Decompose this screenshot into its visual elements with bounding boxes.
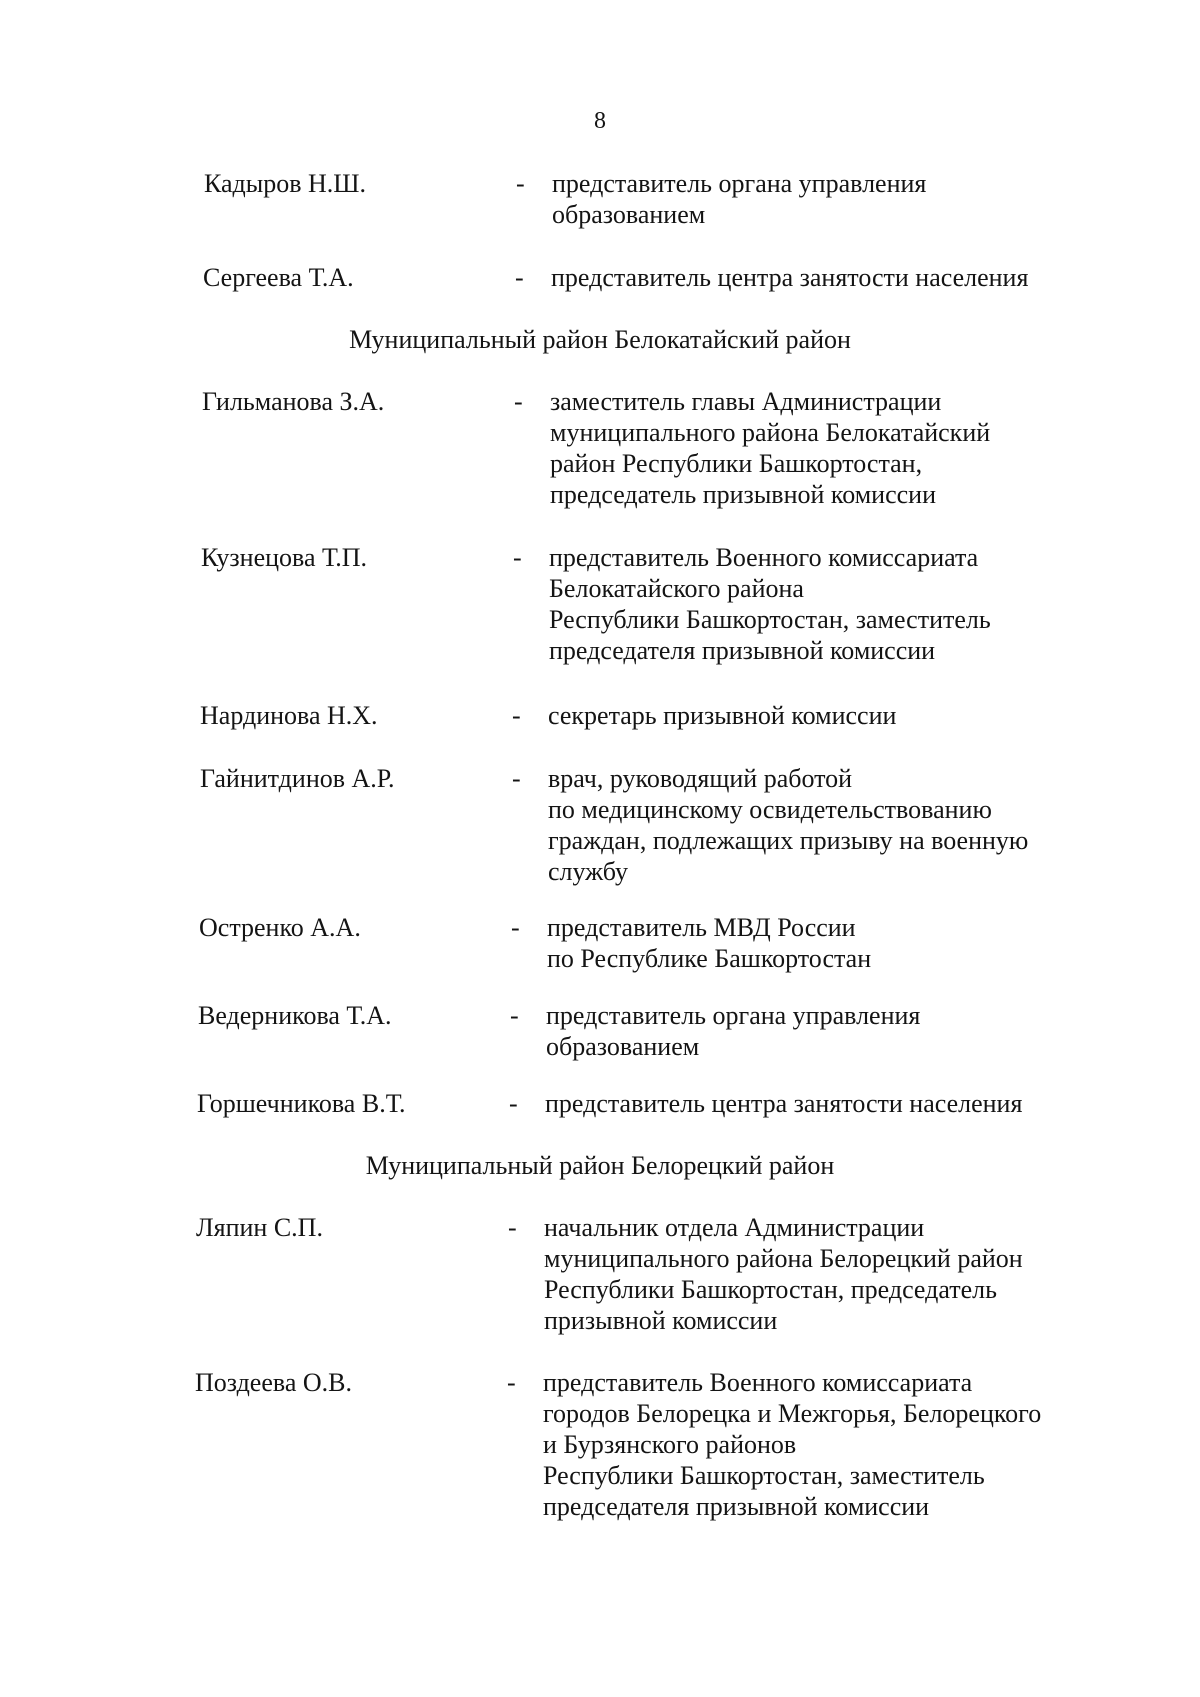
member-role bbox=[545, 1088, 1045, 1119]
role-line: секретарь призывной комиссии bbox=[548, 701, 897, 730]
member-name: Кузнецова Т.П. bbox=[201, 543, 368, 572]
role-line: представитель Военного комиссариата bbox=[543, 1368, 973, 1397]
dash: - bbox=[512, 764, 521, 793]
role-line: представитель органа управления bbox=[552, 169, 927, 198]
role-line: представитель центра занятости населения bbox=[545, 1089, 1023, 1118]
role-line: Республики Башкортостан, заместитель bbox=[543, 1461, 985, 1490]
member-role bbox=[549, 542, 1049, 666]
dash: - bbox=[510, 1001, 519, 1030]
member-role bbox=[543, 1367, 1043, 1522]
dash: - bbox=[512, 701, 521, 730]
section-title: Муниципальный район Белокатайский район bbox=[349, 325, 851, 354]
role-line: председатель призывной комиссии bbox=[550, 480, 936, 509]
member-name: Гайнитдинов А.Р. bbox=[200, 764, 395, 793]
dash: - bbox=[513, 543, 522, 572]
dash: - bbox=[509, 1089, 518, 1118]
role-line: район Республики Башкортостан, bbox=[550, 449, 923, 478]
member-name: Остренко А.А. bbox=[199, 913, 361, 942]
role-line: граждан, подлежащих призыву на военную bbox=[548, 826, 1029, 855]
role-line: начальник отдела Администрации bbox=[544, 1213, 925, 1242]
dash: - bbox=[514, 387, 523, 416]
role-line: представитель центра занятости населения bbox=[551, 263, 1029, 292]
role-line: призывной комиссии bbox=[544, 1306, 778, 1335]
section-title: Муниципальный район Белорецкий район bbox=[365, 1151, 835, 1180]
role-line: председателя призывной комиссии bbox=[543, 1492, 930, 1521]
member-role bbox=[552, 168, 1052, 230]
dash: - bbox=[507, 1368, 516, 1397]
dash: - bbox=[515, 263, 524, 292]
dash: - bbox=[508, 1213, 517, 1242]
member-name: Сергеева Т.А. bbox=[203, 263, 354, 292]
dash: - bbox=[516, 169, 525, 198]
role-line: представитель МВД России bbox=[547, 913, 856, 942]
member-role bbox=[550, 386, 1050, 510]
role-line: муниципального района Белорецкий район bbox=[544, 1244, 1023, 1273]
page-number: 8 bbox=[594, 108, 606, 134]
role-line: службу bbox=[548, 857, 629, 886]
role-line: заместитель главы Администрации bbox=[550, 387, 942, 416]
member-name: Горшечникова В.Т. bbox=[197, 1089, 406, 1118]
member-role bbox=[551, 262, 1051, 293]
member-name: Гильманова З.А. bbox=[202, 387, 385, 416]
role-line: Республики Башкортостан, председатель bbox=[544, 1275, 997, 1304]
role-line: представитель Военного комиссариата bbox=[549, 543, 979, 572]
member-name: Кадыров Н.Ш. bbox=[204, 169, 367, 198]
member-role bbox=[548, 700, 1048, 731]
role-line: и Бурзянского районов bbox=[543, 1430, 797, 1459]
member-name: Нардинова Н.Х. bbox=[200, 701, 378, 730]
member-name: Ведерникова Т.А. bbox=[198, 1001, 392, 1030]
member-role bbox=[546, 1000, 1046, 1062]
role-line: врач, руководящий работой bbox=[548, 764, 853, 793]
member-name: Ляпин С.П. bbox=[196, 1213, 323, 1242]
member-role bbox=[544, 1212, 1044, 1336]
role-line: по Республике Башкортостан bbox=[547, 944, 872, 973]
role-line: председателя призывной комиссии bbox=[549, 636, 936, 665]
role-line: Белокатайского района bbox=[549, 574, 804, 603]
member-name: Поздеева О.В. bbox=[195, 1368, 352, 1397]
role-line: образованием bbox=[546, 1032, 700, 1061]
role-line: представитель органа управления bbox=[546, 1001, 921, 1030]
member-role bbox=[547, 912, 1047, 974]
dash: - bbox=[511, 913, 520, 942]
role-line: по медицинскому освидетельствованию bbox=[548, 795, 992, 824]
role-line: Республики Башкортостан, заместитель bbox=[549, 605, 991, 634]
role-line: городов Белорецка и Межгорья, Белорецкого bbox=[543, 1399, 1042, 1428]
role-line: образованием bbox=[552, 200, 706, 229]
role-line: муниципального района Белокатайский bbox=[550, 418, 991, 447]
member-role bbox=[548, 763, 1048, 887]
